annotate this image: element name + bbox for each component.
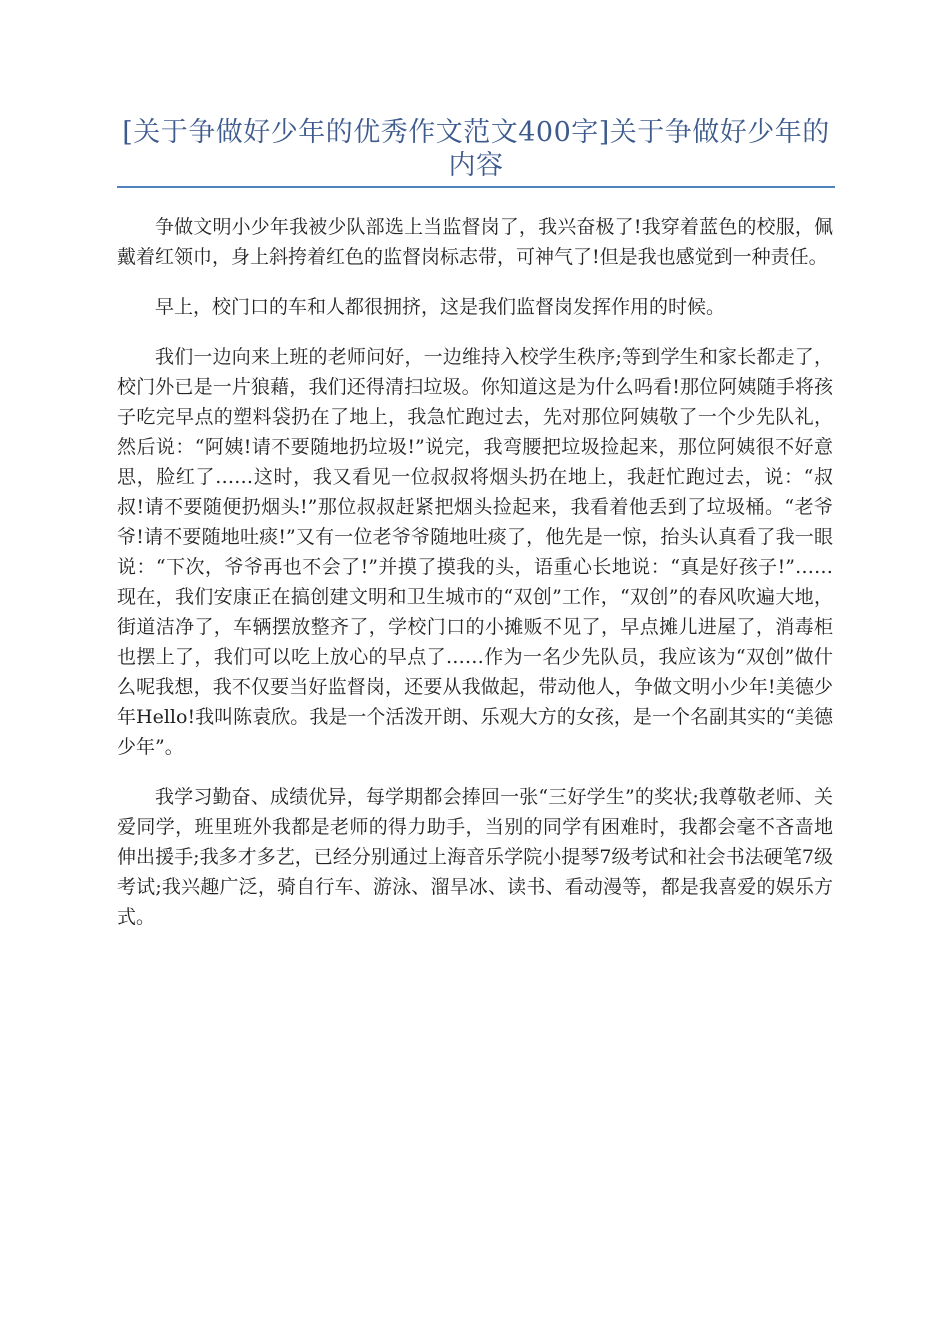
paragraph-2: 早上，校门口的车和人都很拥挤，这是我们监督岗发挥作用的时候。 (155, 296, 726, 318)
document-title: [关于争做好少年的优秀作文范文400字]关于争做好少年的内容 (122, 117, 830, 181)
paragraph-3: 我们一边向来上班的老师问好，一边维持入校学生秩序;等到学生和家长都走了，校门外已是一片狼藉，我们还得清扫垃圾。你知道这是为什么吗看!那位阿姨随手将孩子吃完早点的塑料袋扔在了地上，我急忙跑过去，先对那位阿姨敬了一个少先队礼，然后说：“阿姨!请不要随地扔垃圾!”说完，我弯腰把垃圾捡起来，那位阿姨很不好意思，脸红了……这时，我又看见一位叔叔将烟头扔在地上，我赶忙跑过去，说：“叔叔!请不要随便扔烟头!”那位叔叔赶紧把烟头捡起来，我看着他丢到了垃圾桶。“老爷爷!请不要随地吐痰!”又有一位老爷爷随地吐痰了，他先是一惊，抬头认真看了我一眼说：“下次，爷爷再也不会了!”并摸了摸我的头，语重心长地说：“真是好孩子!”……现在，我们安康正在搞创建文明和卫生城市的“双创”工作，“双创”的春风吹遍大地，街道洁净了，车辆摆放整齐了，学校门口的小摊贩不见了，早点摊儿进屋了，消毒柜也摆上了，我们可以吃上放心的早点了……作为一名少先队员，我应该为“双创”做什么呢我想，我不仅要当好监督岗，还要从我做起，带动他人，争做文明小少年!美德少年Hello!我叫陈袁欣。我是一个活泼开朗、乐观大方的女孩，是一个名副其实的“美德少年”。 (117, 346, 833, 758)
document-body (117, 212, 833, 952)
paragraph-4: 我学习勤奋、成绩优异，每学期都会捧回一张“三好学生”的奖状;我尊敬老师、关爱同学，班里班外我都是老师的得力助手，当别的同学有困难时，我都会毫不吝啬地伸出援手;我多才多艺，已经分别通过上海音乐学院小提琴7级考试和社会书法硬笔7级考试;我兴趣广泛，骑自行车、游泳、溜旱冰、读书、看动漫等，都是我喜爱的娱乐方式。 (117, 786, 833, 928)
title-divider (117, 186, 835, 188)
paragraph-1: 争做文明小少年我被少队部选上当监督岗了，我兴奋极了!我穿着蓝色的校服，佩戴着红领巾，身上斜挎着红色的监督岗标志带，可神气了!但是我也感觉到一种责任。 (117, 216, 833, 268)
